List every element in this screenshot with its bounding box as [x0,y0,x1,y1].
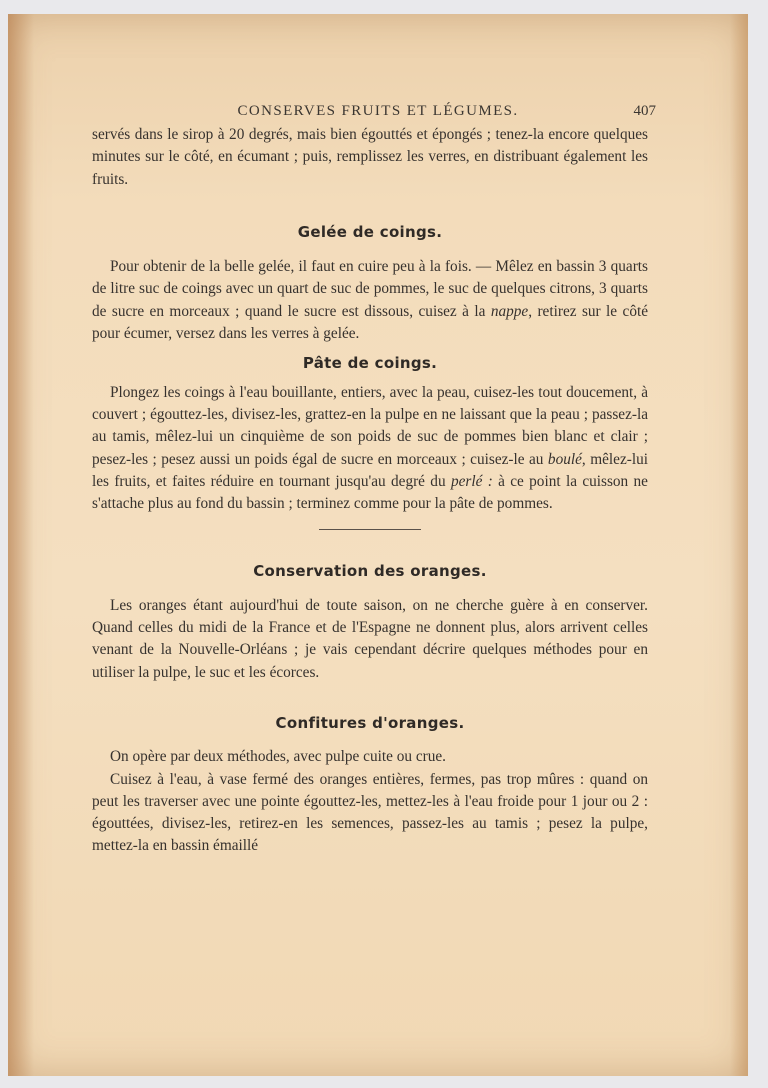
section-divider [319,529,421,530]
paragraph-continuation: servés dans le sirop à 20 degrés, mais bien égouttés et épongés ; tenez-la encore quelques minutes sur le côté, en écumant ; puis, remplissez les verres, en distribuant également les fruits. [92,126,648,188]
heading-conservation-des-oranges: Conservation des oranges. [253,562,487,581]
paragraph-text: Plongez les coings à l'eau bouillante, entiers, avec la peau, cuisez-les tout doucement, à couvert ; égouttez-les, divisez-les, grattez-en la pulpe en ne laissant que la peau ; passez-la au tamis, mêlez-lui un cinquième de son poids de suc de pommes bien blanc et clair ; pesez-les ; pesez aussi un poids égal de sucre en morceaux ; cuisez-le au [92,383,648,468]
heading-pate-de-coings: Pâte de coings. [302,354,438,373]
paragraph-gelee [92,256,648,345]
paragraph-methodes: On opère par deux méthodes, avec pulpe cuite ou crue. [110,748,446,766]
italic-term: boulé [547,450,582,468]
paragraph-text: , retirez sur le côté pour écumer, versez dans les verres à gelée. [92,302,649,343]
running-title: CONSERVES FRUITS ET LÉGUMES. [237,103,519,119]
paragraph-text: à ce point la cuisson ne s'attache plus au fond du bassin ; terminez comme pour la pâte de pommes. [92,472,648,513]
heading-gelee-de-coings: Gelée de coings. [297,222,443,241]
heading-confitures-d-oranges: Confitures d'oranges. [275,713,465,732]
paragraph-pate [92,382,648,516]
paragraph-text: , mêlez-lui les fruits, et faites réduire en tournant jusqu'au degré du [92,450,648,490]
italic-term: nappe [490,302,529,320]
paragraph-text: Pour obtenir de la belle gelée, il faut en cuire peu à la fois. — Mêlez en bassin 3 quarts de litre suc de coings avec un quart de suc de pommes, le suc de quelques citrons, 3 quarts de sucre en morceaux ; quand le sucre est dissous, cuisez à la [92,258,648,320]
italic-term: perlé : [450,472,493,490]
paragraph-cuisson: Cuisez à l'eau, à vase fermé des oranges entières, fermes, pas trop mûres : quand on peut les traverser avec une pointe égouttez-les, mettez-les à l'eau froide pour 1 jour ou 2 : égouttées, divisez-les, retirez-en les semences, passez-les au tamis ; pesez la pulpe, mettez-la en bassin émaillé [92,770,648,855]
running-header [100,103,656,120]
page-number: 407 [633,103,656,119]
page-body [92,124,648,858]
paragraph-oranges: Les oranges étant aujourd'hui de toute saison, on ne cherche guère à en conserver. Quand celles du midi de la France et de l'Espagne ne donnent plus, alors arrivent celles venant de la Nouvelle-Orléans ; je vais cependant décrire quelques méthodes pour en utiliser la pulpe, le suc et les écorces. [92,596,648,681]
